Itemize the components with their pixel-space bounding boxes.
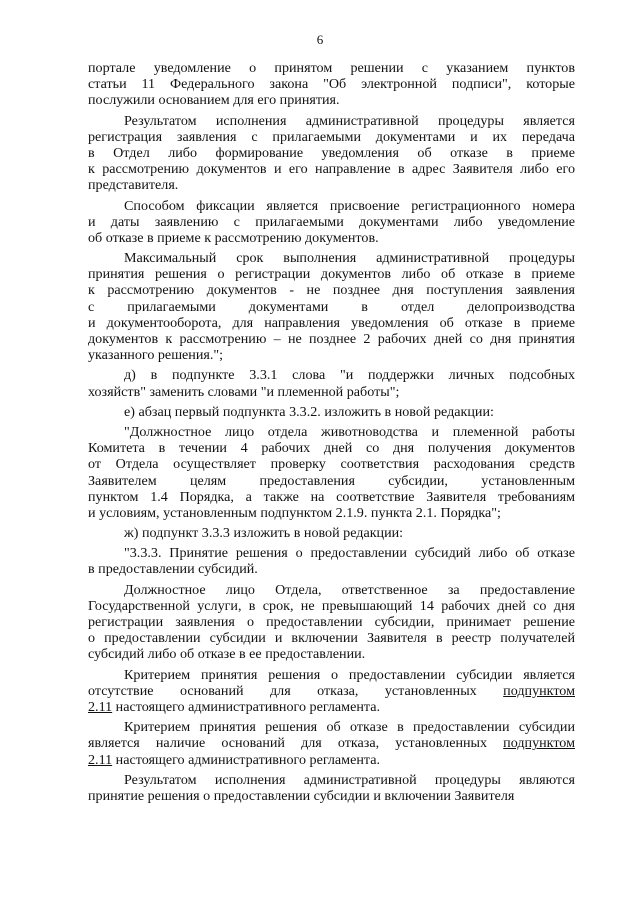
- text-line: Критерием принятия решения о предоставлении субсидии является: [124, 666, 575, 683]
- text-line: е) абзац первый подпункта 3.3.2. изложить в новой редакции:: [124, 403, 494, 420]
- text-line: Результатом исполнения административной процедуры являются: [124, 771, 575, 788]
- text-line: Заявителем целям предоставления субсидии, установленным: [88, 472, 575, 489]
- text-line: в предоставлении субсидий.: [88, 561, 258, 578]
- reference-link[interactable]: подпунктом: [503, 735, 575, 752]
- paragraph: [88, 424, 575, 521]
- text-line: документов к рассмотрению – не позднее 2 рабочих дней со дня принятия: [88, 331, 575, 347]
- text-line: статьи 11 Федерального закона "Об электронной подписи", которые: [88, 76, 575, 93]
- paragraph: [88, 404, 575, 420]
- text-line: 2.11 настоящего административного регламента.: [88, 751, 380, 768]
- text-line: Должностное лицо Отдела, ответственное за предоставление: [124, 581, 575, 598]
- paragraph: [88, 582, 575, 663]
- text-line: и даты заявлению с прилагаемыми документами либо уведомление: [88, 213, 575, 230]
- paragraph: [88, 772, 575, 804]
- text-line: Государственной услуги, в срок, не превышающий 14 рабочих дней со дня: [88, 597, 575, 614]
- text-line: о предоставлении субсидии и включении Заявителя в реестр получателей: [88, 630, 575, 647]
- text-line: регистрация заявления с прилагаемыми документами и их передача: [88, 128, 575, 145]
- text-line: об отказе в приеме к рассмотрению документов.: [88, 229, 379, 246]
- reference-link[interactable]: подпунктом: [503, 682, 575, 699]
- text-line: портале уведомление о принятом решении с указанием пунктов: [88, 60, 575, 76]
- text-line: пунктом 1.4 Порядка, а также на соответствие Заявителя требованиям: [88, 488, 575, 505]
- reference-link[interactable]: 2.11: [88, 698, 113, 715]
- text-line: и условиям, установленным подпунктом 2.1.9. пункта 2.1. Порядка";: [88, 504, 501, 521]
- text-line: в Отдел либо формирование уведомления об отказе в приеме: [88, 144, 575, 161]
- text-line: Комитета в течении 4 рабочих дней со дня получения документов: [88, 440, 575, 457]
- text-line: ж) подпункт 3.3.3 изложить в новой редакции:: [124, 525, 404, 542]
- text-line: Результатом исполнения административной процедуры является: [124, 112, 575, 129]
- paragraph: [88, 367, 575, 399]
- text-line: с прилагаемыми документами в отдел делопроизводства: [88, 298, 575, 315]
- text-line: субсидий либо об отказе в ее предоставлении.: [88, 646, 366, 663]
- text-line: Максимальный срок выполнения административной процедуры: [124, 250, 575, 267]
- reference-link[interactable]: 2.11: [88, 751, 113, 768]
- text-line: послужили основанием для его принятия.: [88, 92, 340, 109]
- paragraph: [88, 60, 575, 109]
- text-line: "3.3.3. Принятие решения о предоставлении субсидий либо об отказе: [124, 545, 575, 562]
- text-line: "Должностное лицо отдела животноводства и племенной работы: [124, 423, 575, 440]
- text-line: указанного решения.";: [88, 347, 224, 364]
- paragraph: [88, 545, 575, 577]
- text-line: регистрации заявления о предоставлении субсидии, принимает решение: [88, 614, 575, 630]
- paragraph: [88, 719, 575, 768]
- document-body: [88, 60, 575, 804]
- text-line: принятия решения о регистрации документов либо об отказе в приеме: [88, 266, 575, 283]
- text-line: к рассмотрению документов - не позднее дня поступления заявления: [88, 282, 575, 299]
- text-line: Способом фиксации является присвоение регистрационного номера: [124, 197, 575, 214]
- paragraph: [88, 667, 575, 716]
- paragraph: [88, 250, 575, 363]
- text-line: хозяйств" заменить словами "и племенной работы";: [88, 383, 400, 400]
- text-line: Критерием принятия решения об отказе в предоставлении субсидии: [124, 719, 575, 736]
- paragraph: [88, 113, 575, 194]
- text-line: от Отдела осуществляет проверку соответствия расходования средств: [88, 456, 575, 473]
- text-line: представителя.: [88, 177, 179, 194]
- page-number: 6: [316, 32, 324, 47]
- text-line: 2.11 настоящего административного регламента.: [88, 698, 380, 715]
- text-line: к рассмотрению документов и его направление в адрес Заявителя либо его: [88, 161, 575, 178]
- text-line: отсутствие оснований для отказа, установленных подпунктом: [88, 682, 575, 699]
- text-line: является наличие оснований для отказа, установленных подпунктом: [88, 735, 575, 752]
- paragraph: [88, 198, 575, 247]
- paragraph: [88, 525, 575, 541]
- text-line: принятие решения о предоставлении субсидии и включении Заявителя: [88, 787, 515, 804]
- text-line: и документооборота, для направления уведомления об отказе в приеме: [88, 314, 575, 331]
- text-line: д) в подпункте 3.3.1 слова "и поддержки личных подсобных: [124, 367, 575, 384]
